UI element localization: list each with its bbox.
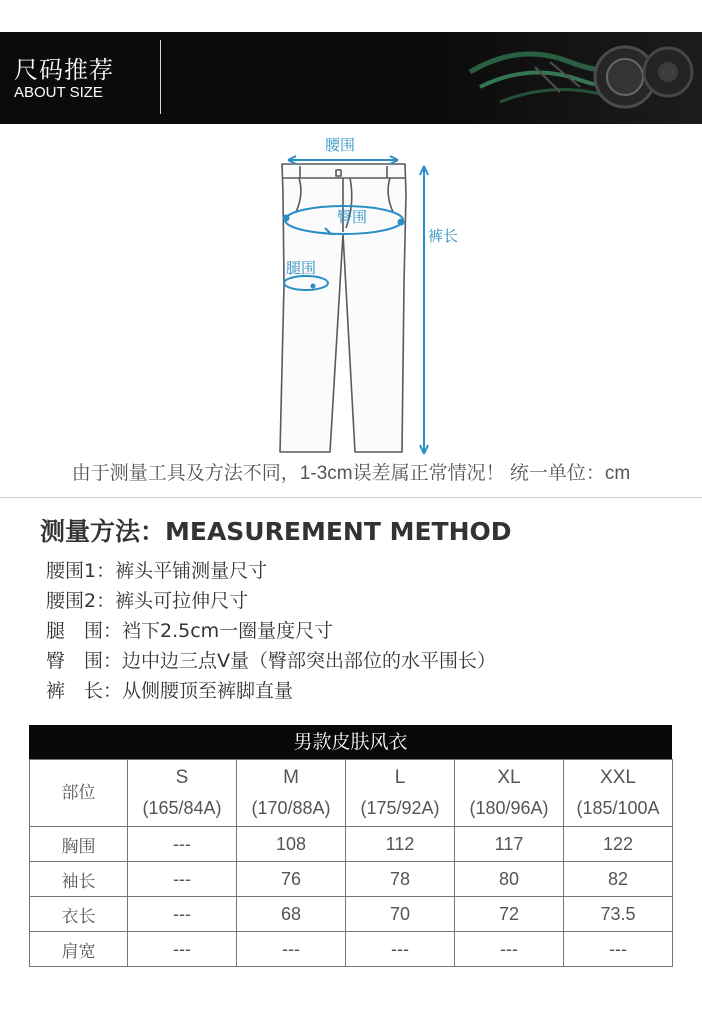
size-code: (180/96A) — [469, 798, 549, 818]
size-col-l — [346, 760, 455, 827]
size-name: M — [283, 767, 299, 788]
size-col-xxl — [564, 760, 673, 827]
table-cell: --- — [564, 932, 673, 967]
table-cell: --- — [128, 932, 237, 967]
size-table — [29, 725, 672, 967]
banner-title: 尺码推荐 — [14, 56, 114, 84]
size-col-s — [128, 760, 237, 827]
size-code: (175/92A) — [360, 798, 440, 818]
table-cell: 82 — [564, 862, 673, 897]
row-label: 胸围 — [30, 827, 128, 862]
method-item-length: 裤 长：从侧腰顶至裤脚直量 — [46, 680, 294, 702]
table-cell: --- — [128, 827, 237, 862]
length-label: 裤长 — [428, 227, 459, 245]
table-cell: 68 — [237, 897, 346, 932]
table-cell: 112 — [346, 827, 455, 862]
table-cell: 70 — [346, 897, 455, 932]
size-table-title: 男款皮肤风衣 — [29, 725, 672, 759]
measurement-note: 由于测量工具及方法不同，1-3cm误差属正常情况！ 统一单位：cm — [71, 463, 631, 484]
size-code: (170/88A) — [251, 798, 331, 818]
size-code: (165/84A) — [142, 798, 222, 818]
method-item-hip: 臀 围：边中边三点V量（臀部突出部位的水平围长） — [46, 650, 496, 672]
method-item-thigh: 腿 围：裆下2.5cm一圈量度尺寸 — [46, 620, 334, 642]
pants-outline-svg — [0, 124, 702, 464]
banner-divider — [160, 40, 161, 114]
about-size-banner — [0, 32, 702, 124]
table-row — [30, 932, 673, 967]
table-cell: 117 — [455, 827, 564, 862]
table-row — [30, 897, 673, 932]
size-name: XL — [497, 767, 521, 788]
size-code: (185/100A — [576, 798, 660, 818]
hip-label: 臀围 — [337, 208, 368, 226]
table-header-row — [30, 760, 673, 827]
table-cell: 80 — [455, 862, 564, 897]
table-cell: --- — [346, 932, 455, 967]
row-label: 袖长 — [30, 862, 128, 897]
size-table-grid — [29, 759, 673, 967]
method-item-waist1: 腰围1：裤头平铺测量尺寸 — [46, 560, 268, 582]
method-list — [46, 556, 496, 706]
table-row — [30, 827, 673, 862]
corner-cell: 部位 — [30, 760, 128, 827]
table-cell: 108 — [237, 827, 346, 862]
method-item-waist2: 腰围2：裤头可拉伸尺寸 — [46, 590, 249, 612]
table-cell: 73.5 — [564, 897, 673, 932]
section-divider — [0, 497, 702, 498]
waist-label: 腰围 — [325, 136, 356, 154]
thigh-label: 腿围 — [286, 259, 317, 277]
row-label: 衣长 — [30, 897, 128, 932]
table-cell: --- — [237, 932, 346, 967]
size-name: S — [175, 767, 189, 788]
table-cell: 122 — [564, 827, 673, 862]
table-cell: --- — [128, 897, 237, 932]
size-col-m — [237, 760, 346, 827]
size-name: L — [394, 767, 406, 788]
banner-photo-decoration — [440, 32, 702, 124]
table-cell: --- — [455, 932, 564, 967]
banner-subtitle: ABOUT SIZE — [14, 84, 103, 101]
size-col-xl — [455, 760, 564, 827]
row-label: 肩宽 — [30, 932, 128, 967]
table-cell: 78 — [346, 862, 455, 897]
size-name: XXL — [600, 767, 636, 788]
pants-diagram — [0, 124, 702, 464]
table-cell: 76 — [237, 862, 346, 897]
method-title: 测量方法：MEASUREMENT METHOD — [40, 517, 512, 546]
table-row — [30, 862, 673, 897]
table-cell: --- — [128, 862, 237, 897]
table-cell: 72 — [455, 897, 564, 932]
